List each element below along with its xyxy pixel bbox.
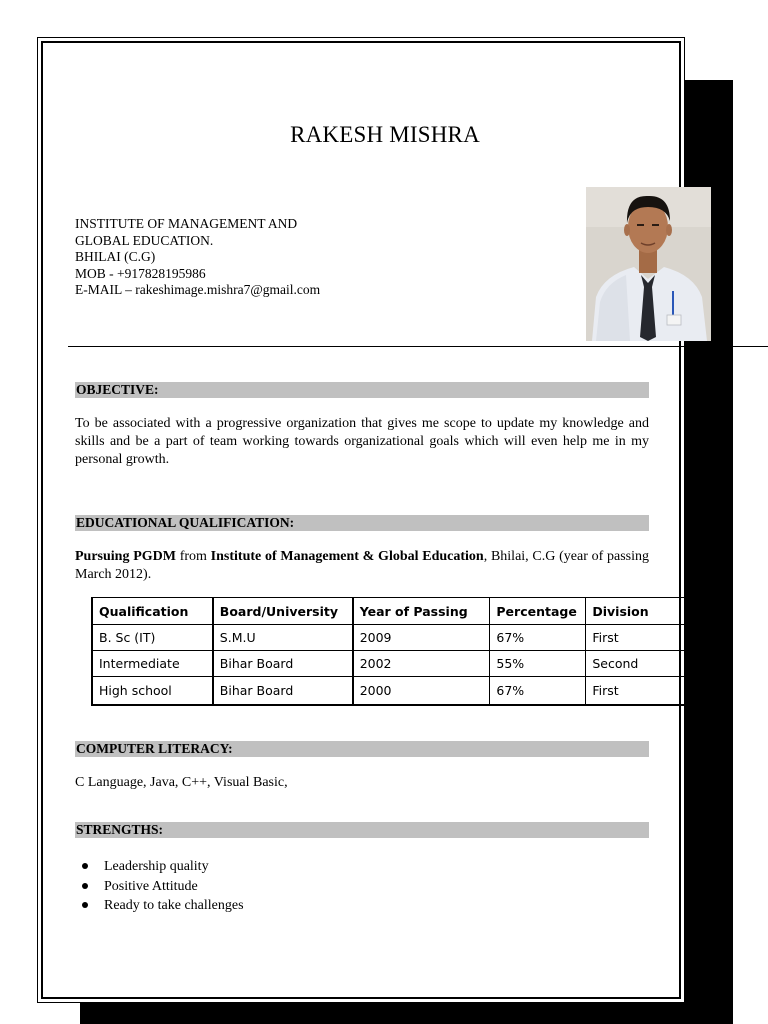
cell-percentage: 67%	[490, 625, 586, 651]
cell-year: 2009	[353, 625, 490, 651]
header-year: Year of Passing	[353, 598, 490, 625]
profile-photo	[586, 187, 711, 341]
cell-division: First	[586, 677, 689, 705]
bullet-icon	[82, 883, 88, 889]
strengths-heading: STRENGTHS:	[75, 822, 649, 838]
table-row	[92, 625, 689, 651]
pursuing-label: Pursuing PGDM	[75, 549, 176, 564]
header-divider	[68, 346, 768, 347]
strength-label: Ready to take challenges	[104, 898, 244, 913]
bullet-icon	[82, 863, 88, 869]
institute-name: Institute of Management & Global Education	[210, 549, 484, 564]
cell-qualification: High school	[92, 677, 213, 705]
pursuing-details: , Bhilai, C.G (year of passing March 2012).	[75, 549, 649, 582]
contact-line-institute-2: GLOBAL EDUCATION.	[75, 232, 214, 248]
cell-division: Second	[586, 651, 689, 677]
list-item	[75, 896, 244, 916]
table-row	[92, 651, 689, 677]
computer-skills-text: C Language, Java, C++, Visual Basic,	[75, 775, 288, 790]
contact-line-city: BHILAI (C.G)	[75, 249, 156, 264]
header-division: Division	[586, 598, 689, 625]
contact-line-email: E-MAIL – rakeshimage.mishra7@gmail.com	[75, 282, 321, 297]
strengths-list	[75, 857, 244, 916]
strength-label: Leadership quality	[104, 859, 209, 874]
objective-heading: OBJECTIVE:	[75, 382, 649, 398]
cell-qualification: B. Sc (IT)	[92, 625, 213, 651]
candidate-name: RAKESH MISHRA	[290, 122, 480, 147]
education-heading: EDUCATIONAL QUALIFICATION:	[75, 515, 649, 531]
computer-heading: COMPUTER LITERACY:	[75, 741, 649, 757]
contact-line-mobile: MOB - +917828195986	[75, 265, 206, 281]
header-qualification: Qualification	[92, 598, 213, 625]
header-percentage: Percentage	[490, 598, 586, 625]
pursuing-statement	[75, 548, 649, 584]
bullet-icon	[82, 902, 88, 908]
person-portrait-icon	[586, 187, 711, 341]
cell-board: Bihar Board	[213, 677, 353, 705]
cell-percentage: 67%	[490, 677, 586, 705]
contact-line-institute-1: INSTITUTE OF MANAGEMENT AND	[75, 216, 298, 231]
table-header-row	[92, 598, 689, 625]
header-board: Board/University	[213, 598, 353, 625]
education-table	[91, 597, 689, 706]
cell-qualification: Intermediate	[92, 651, 213, 677]
strength-label: Positive Attitude	[104, 878, 198, 894]
cell-division: First	[586, 625, 689, 651]
cell-year: 2000	[353, 677, 490, 705]
cell-board: Bihar Board	[213, 651, 353, 677]
list-item	[75, 857, 244, 877]
contact-block	[75, 216, 320, 299]
table-row	[92, 677, 689, 705]
cell-year: 2002	[353, 651, 490, 677]
list-item	[75, 877, 244, 897]
cell-percentage: 55%	[490, 651, 586, 677]
cell-board: S.M.U	[213, 625, 353, 651]
pursuing-from: from	[175, 549, 211, 564]
objective-text: To be associated with a progressive organization that gives me scope to update my knowledge and skills and be a part of team working towards organizational goals which will even help me in my personal growth.	[75, 416, 649, 467]
